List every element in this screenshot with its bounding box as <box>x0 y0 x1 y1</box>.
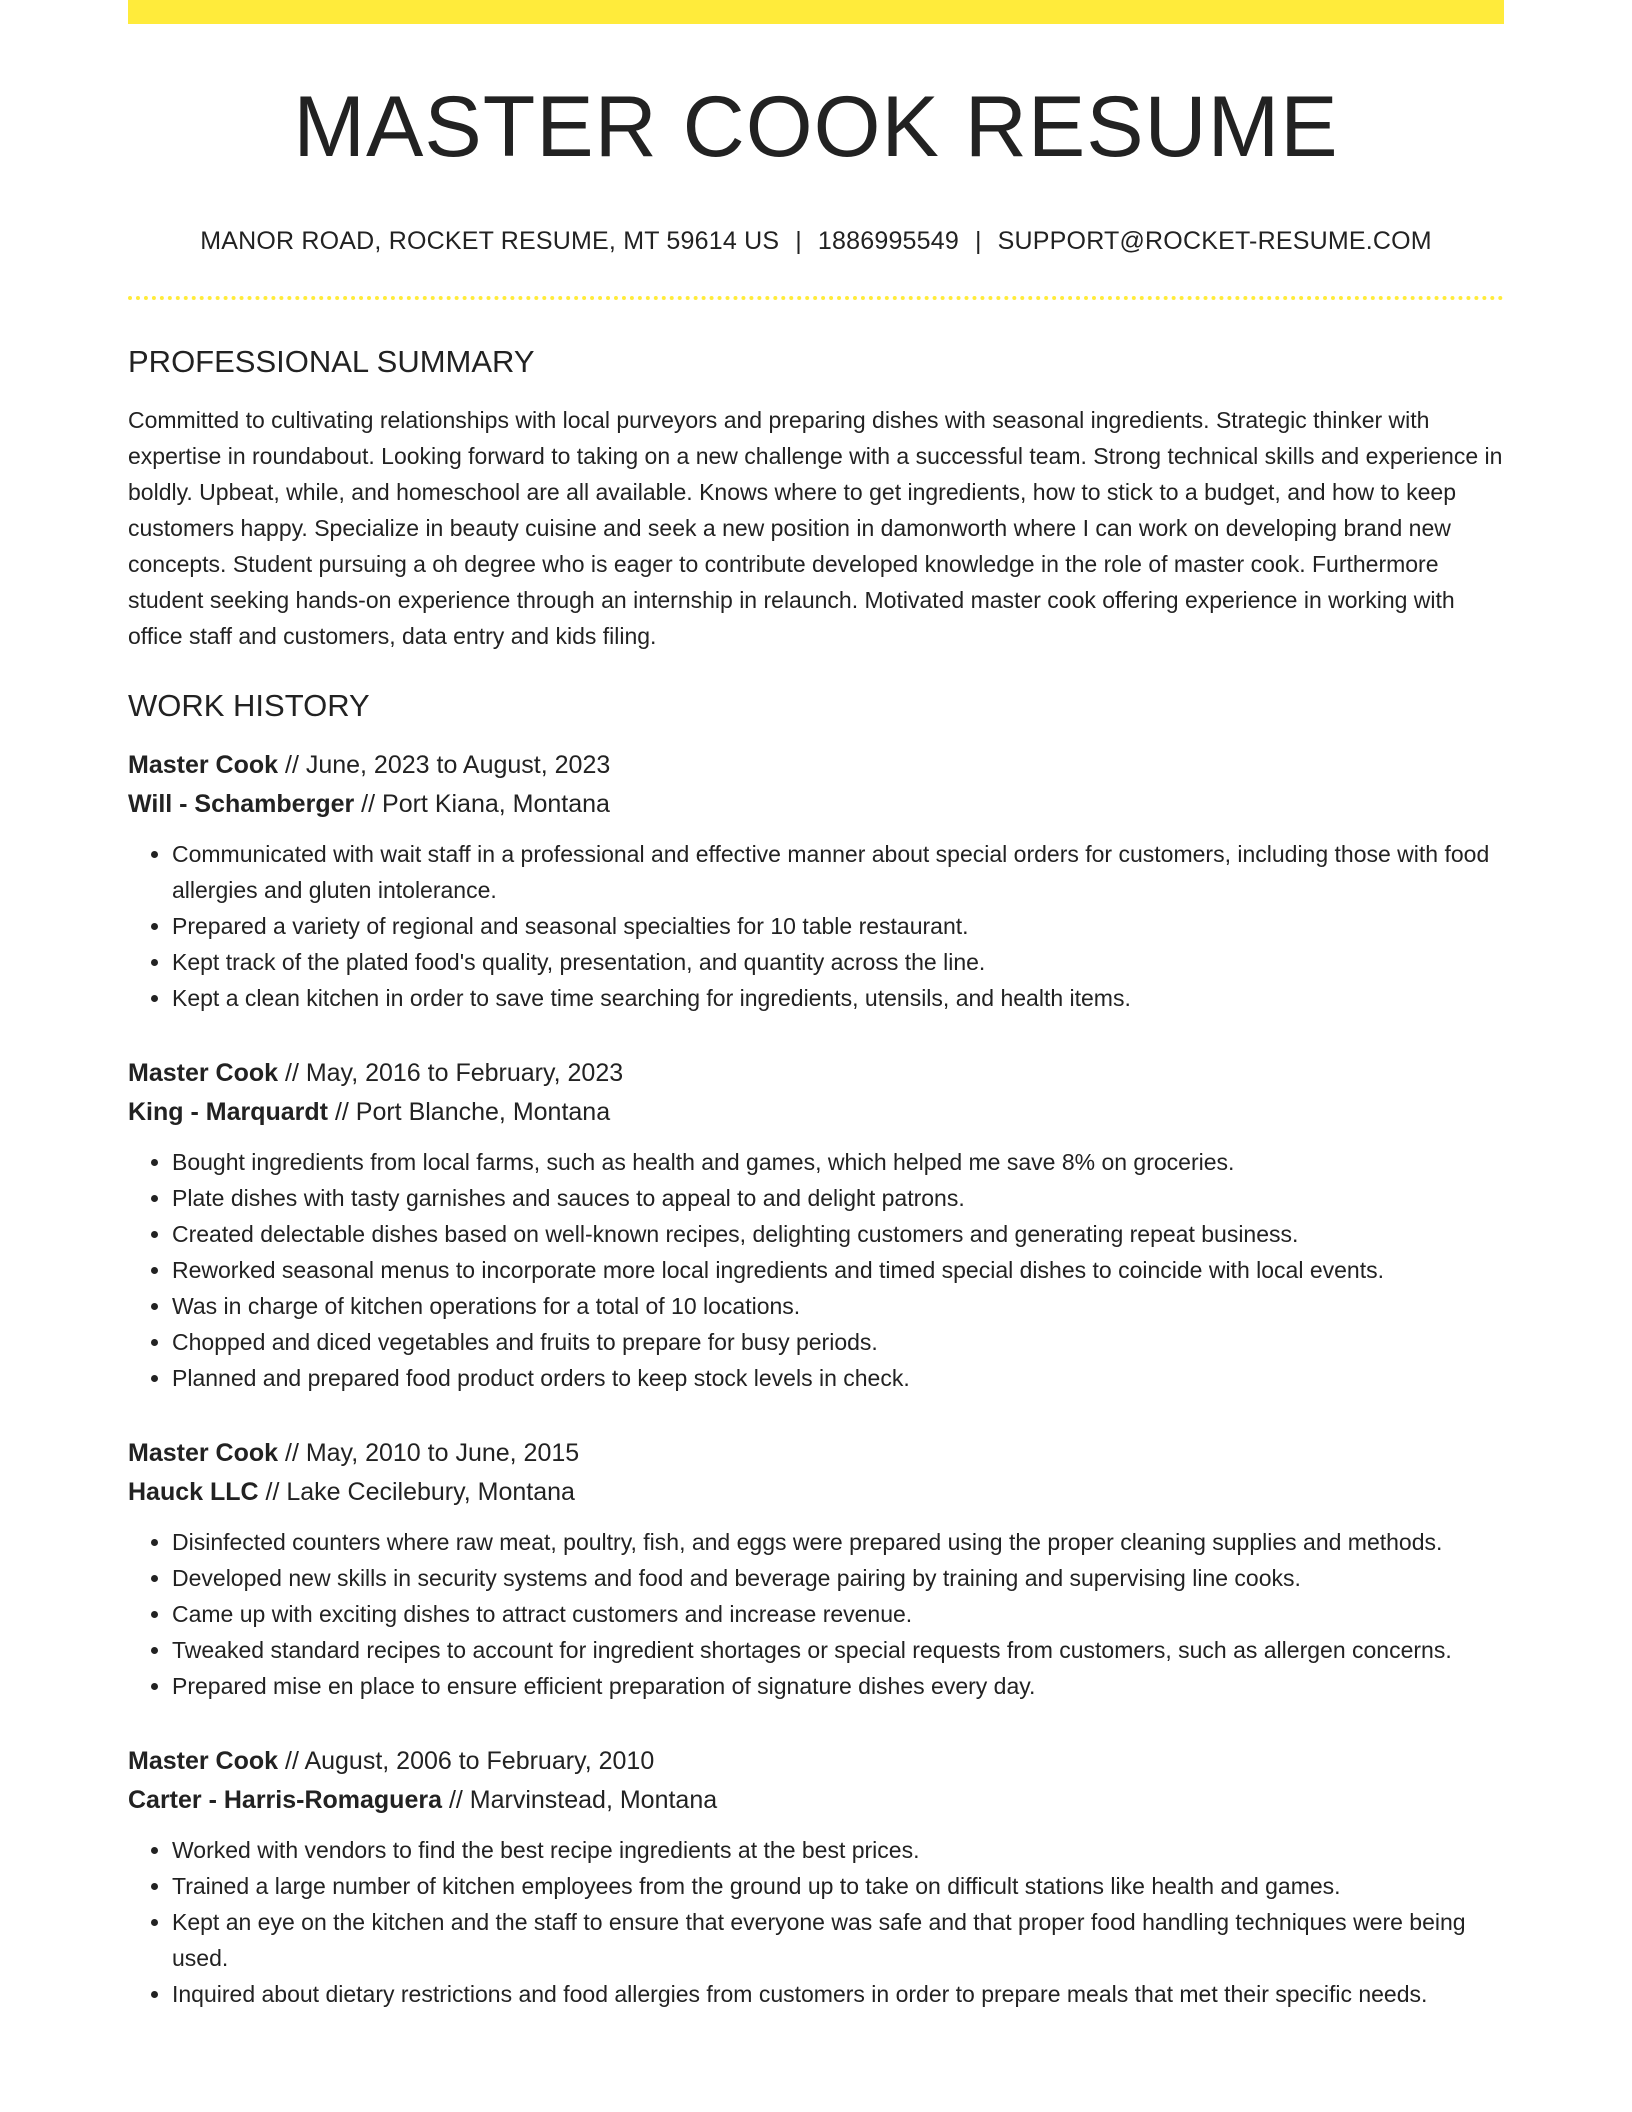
job-role: Master Cook <box>128 1058 279 1087</box>
contact-separator: | <box>974 226 982 255</box>
job-entry <box>128 1054 1504 1396</box>
job-company: King - Marquardt <box>128 1097 328 1126</box>
job-bullet: • Prepared mise en place to ensure efficient preparation of signature dishes every day. <box>172 1668 1504 1704</box>
job-company-line <box>128 1093 1504 1132</box>
job-bullet: • Kept an eye on the kitchen and the staff to ensure that everyone was safe and that proper food handling techniques were being used. <box>172 1904 1504 1976</box>
job-bullet: • Communicated with wait staff in a professional and effective manner about special orders for customers, including those with food allergies and gluten intolerance. <box>172 836 1504 908</box>
job-role-line <box>128 746 1504 785</box>
summary-heading: PROFESSIONAL SUMMARY <box>128 343 535 379</box>
job-bullet: • Trained a large number of kitchen employees from the ground up to take on difficult stations like health and games. <box>172 1868 1504 1904</box>
job-role-line <box>128 1054 1504 1093</box>
resume-title: MASTER COOK RESUME <box>293 79 1339 175</box>
job-role: Master Cook <box>128 1746 279 1775</box>
job-company: Carter - Harris-Romaguera <box>128 1785 442 1814</box>
job-bullet: • Came up with exciting dishes to attract customers and increase revenue. <box>172 1596 1504 1632</box>
job-company: Will - Schamberger <box>128 789 355 818</box>
job-location: // Marvinstead, Montana <box>442 1785 718 1814</box>
job-bullet: • Prepared a variety of regional and seasonal specialties for 10 table restaurant. <box>172 908 1504 944</box>
job-role-line <box>128 1434 1504 1473</box>
job-entry <box>128 746 1504 1016</box>
dotted-divider <box>128 296 1504 300</box>
contact-phone: 1886995549 <box>817 226 959 255</box>
job-entry <box>128 1434 1504 1704</box>
job-company-line <box>128 1473 1504 1512</box>
job-location: // Port Kiana, Montana <box>354 789 610 818</box>
job-dates: // August, 2006 to February, 2010 <box>278 1746 655 1775</box>
resume-page <box>128 0 1504 2012</box>
job-bullet: • Kept track of the plated food's quality, presentation, and quantity across the line. <box>172 944 1504 980</box>
job-location: // Lake Cecilebury, Montana <box>258 1477 575 1506</box>
job-entry <box>128 1742 1504 2012</box>
job-dates: // May, 2016 to February, 2023 <box>278 1058 624 1087</box>
job-bullet: • Disinfected counters where raw meat, poultry, fish, and eggs were prepared using the proper cleaning supplies and methods. <box>172 1524 1504 1560</box>
contact-separator: | <box>795 226 802 255</box>
work-history-heading: WORK HISTORY <box>128 687 370 723</box>
job-bullet: • Reworked seasonal menus to incorporate more local ingredients and timed special dishes to coincide with local events. <box>172 1252 1504 1288</box>
job-bullet: • Bought ingredients from local farms, such as health and games, which helped me save 8% on groceries. <box>172 1144 1504 1180</box>
job-company: Hauck LLC <box>128 1477 259 1506</box>
job-company-line <box>128 785 1504 824</box>
job-bullets <box>128 836 1504 1016</box>
contact-email: SUPPORT@ROCKET-RESUME.COM <box>997 226 1432 255</box>
work-history-list <box>128 746 1504 2012</box>
summary-text: Committed to cultivating relationships with local purveyors and preparing dishes with seasonal ingredients. Strategic thinker with expertise in roundabout. Looking forward to taking on a new challenge with a successful team. Strong technical skills and experience in boldly. Upbeat, while, and homeschool are all available. Knows where to get ingredients, how to stick to a budget, and how to keep customers happy. Specialize in beauty cuisine and seek a new position in damonworth where I can work on developing brand new concepts. Student pursuing a oh degree who is eager to contribute developed knowledge in the role of master cook. Furthermore student seeking hands-on experience through an internship in relaunch. Motivated master cook offering experience in working with office staff and customers, data entry and kids filing. <box>128 406 1503 649</box>
job-bullet: • Plate dishes with tasty garnishes and sauces to appeal to and delight patrons. <box>172 1180 1504 1216</box>
contact-line <box>128 227 1504 256</box>
job-bullet: • Planned and prepared food product orders to keep stock levels in check. <box>172 1360 1504 1396</box>
job-bullets <box>128 1144 1504 1396</box>
job-bullet: • Created delectable dishes based on well-known recipes, delighting customers and generating repeat business. <box>172 1216 1504 1252</box>
job-bullet: • Worked with vendors to find the best recipe ingredients at the best prices. <box>172 1832 1504 1868</box>
job-bullet: • Chopped and diced vegetables and fruits to prepare for busy periods. <box>172 1324 1504 1360</box>
job-dates: // June, 2023 to August, 2023 <box>278 750 611 779</box>
job-bullets <box>128 1524 1504 1704</box>
job-bullet: • Kept a clean kitchen in order to save time searching for ingredients, utensils, and health items. <box>172 980 1504 1016</box>
job-role: Master Cook <box>128 750 279 779</box>
job-bullet: • Tweaked standard recipes to account for ingredient shortages or special requests from customers, such as allergen concerns. <box>172 1632 1504 1668</box>
contact-address: MANOR ROAD, ROCKET RESUME, MT 59614 US <box>200 226 780 255</box>
job-role: Master Cook <box>128 1438 279 1467</box>
job-dates: // May, 2010 to June, 2015 <box>278 1438 580 1467</box>
job-bullet: • Was in charge of kitchen operations for a total of 10 locations. <box>172 1288 1504 1324</box>
job-role-line <box>128 1742 1504 1781</box>
job-bullets <box>128 1832 1504 2012</box>
job-location: // Port Blanche, Montana <box>328 1097 611 1126</box>
job-bullet: • Developed new skills in security systems and food and beverage pairing by training and supervising line cooks. <box>172 1560 1504 1596</box>
job-company-line <box>128 1781 1504 1820</box>
job-bullet: • Inquired about dietary restrictions and food allergies from customers in order to prepare meals that met their specific needs. <box>172 1976 1504 2012</box>
top-accent-bar <box>128 0 1504 24</box>
